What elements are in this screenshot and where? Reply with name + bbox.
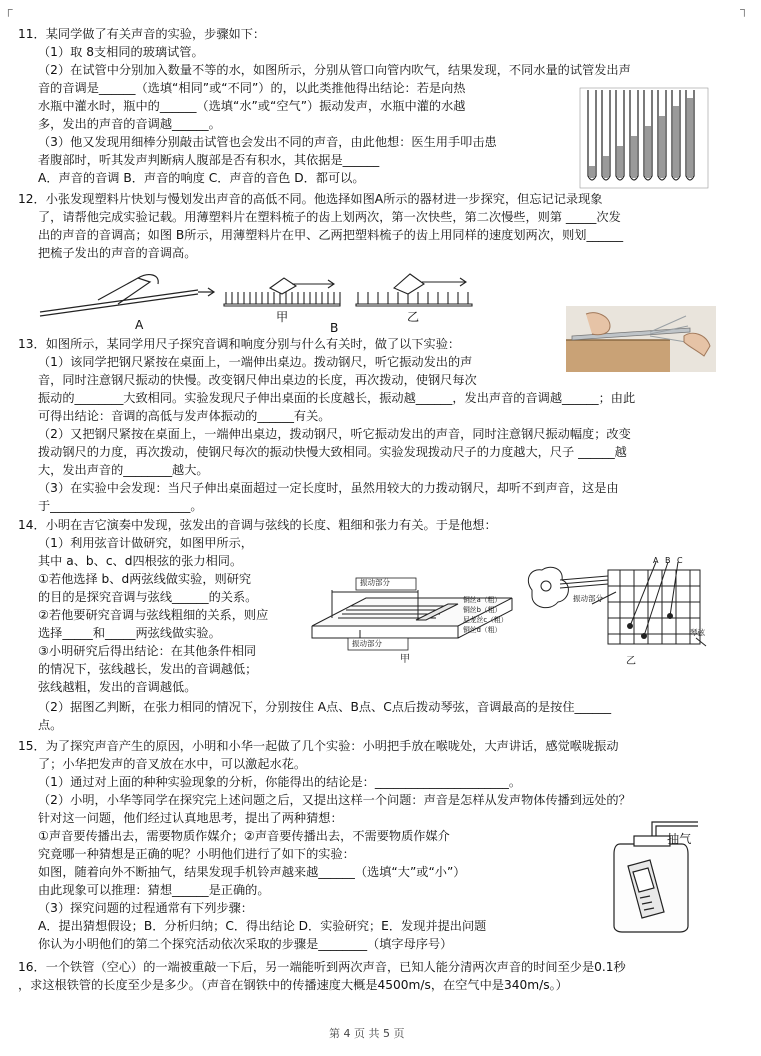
comb-figure-jia xyxy=(222,276,344,310)
wire-d-label: 铜丝d（粗） xyxy=(463,626,502,634)
q15-line-2: 了；小华把发声的音叉放在水中，可以激起水花。 xyxy=(38,757,307,771)
q15-line-6: ①声音要传播出去，需要物质作媒介；②声音要传播出去，不需要物质作媒介 xyxy=(38,829,450,843)
q11-line-7: （3）他又发现用细棒分别敲击试管也会发出不同的声音，由此他想：医生用手叩击患 xyxy=(38,135,497,149)
q13-line-8: 大，发出声音的________越大。 xyxy=(38,463,209,477)
sonometer-vib-label-2: 振动部分 xyxy=(352,639,382,648)
q15-line-5: 针对这一问题，他们经过认真地思考，提出了两种猜想： xyxy=(38,811,343,825)
comb-label-jia: 甲 xyxy=(276,310,289,324)
q15-line-8: 如图，随着向外不断抽气，结果发现手机铃声越来越______（选填“大”或“小”） xyxy=(38,865,466,879)
guitar-label-yi: 乙 xyxy=(626,656,636,667)
q14-line-5: 的目的是探究音调与弦线______的关系。 xyxy=(38,590,258,604)
q11-line-1: 11．某同学做了有关声音的实验，步骤如下： xyxy=(18,27,266,41)
q15-line-11: A．提出猜想假设；B．分析归纳；C．得出结论 D．实验研究；E．发现并提出问题 xyxy=(38,919,487,933)
guitar-vib-label: 振动部分 xyxy=(573,594,603,603)
q12-line-1: 12．小张发现塑料片快划与慢划发出声音的高低不同。他选择如图A所示的器材进一步探究，但忘记记录现象 xyxy=(18,192,603,206)
q15-line-1: 15．为了探究声音产生的原因，小明和小华一起做了几个实验：小明把手放在喉咙处，大声讲话，感觉喉咙振动 xyxy=(18,739,619,753)
fig-b-label: B xyxy=(330,321,339,335)
q13-line-7: 拨动钢尺的力度，再次拨动，使钢尺每次的振动快慢大致相同。实验发现拨动尺子的力度越大，尺子 ______越 xyxy=(38,445,627,459)
q14-line-11: （2）据图乙判断，在张力相同的情况下，分别按住 A点、B点、C点后拨动琴弦，音调最高的是按住______ xyxy=(38,700,612,714)
q13-line-2: （1）该同学把钢尺紧按在桌面上，一端伸出桌边。拨动钢尺，听它振动发出的声 xyxy=(38,355,473,369)
guitar-point-c: C xyxy=(677,556,683,565)
q14-line-2: （1）利用弦音计做研究，如图甲所示， xyxy=(38,536,253,550)
q15-line-7: 究竟哪一种猜想是正确的呢？小明他们进行了如下的实验： xyxy=(38,847,355,861)
q13-line-10: 于_______________________。 xyxy=(38,499,203,513)
guitar-string-label: 琴弦 xyxy=(690,628,705,637)
q13-line-9: （3）在实验中会发现：当尺子伸出桌面超过一定长度时，虽然用较大的力拨动钢尺，却听不到声音，这是由 xyxy=(38,481,619,495)
q14-line-8: ③小明研究后得出结论：在其他条件相同 xyxy=(38,644,257,658)
q14-line-1: 14．小明在吉它演奏中发现，弦发出的音调与弦线的长度、粗细和张力有关。于是他想： xyxy=(18,518,497,532)
q14-line-3: 其中 a、b、c、d四根弦的张力相同。 xyxy=(38,554,243,568)
q11-line-5: 水瓶中灌水时，瓶中的______（选填“水”或“空气”）振动发声，水瓶中灌的水越 xyxy=(38,99,466,113)
q12-line-2: 了，请帮他完成实验记载。用薄塑料片在塑料梳子的齿上划两次，第一次快些，第二次慢些，则第 _____次发 xyxy=(38,210,621,224)
page-footer: 第 4 页 共 5 页 xyxy=(329,1027,405,1040)
q15-line-4: （2）小明，小华等同学在探究完上述问题之后，又提出这样一个问题：声音是怎样从发声物体传播到远处的？ xyxy=(38,793,631,807)
q14-line-6: ②若他要研究音调与弦线粗细的关系，则应 xyxy=(38,608,269,622)
test-tubes-figure xyxy=(578,86,710,192)
q14-line-12: 点。 xyxy=(38,718,63,732)
comb-figure-yi xyxy=(354,270,476,310)
q14-line-7: 选择_____和_____两弦线做实验。 xyxy=(38,626,221,640)
wire-a-label: 铜丝a（粗） xyxy=(463,596,502,604)
guitar-point-b: B xyxy=(665,556,671,565)
q15-line-12: 你认为小明他们的第二个探究活动依次采取的步骤是________（填字母序号） xyxy=(38,937,453,951)
q13-line-5: 可得出结论：音调的高低与发声体振动的______有关。 xyxy=(38,409,331,423)
q11-line-8: 者腹部时，听其发声判断病人腹部是否有积水，其依据是______ xyxy=(38,153,380,167)
q12-line-4: 把梳子发出的声音的音调高。 xyxy=(38,246,197,260)
wire-b-label: 铜丝b（粗） xyxy=(463,606,502,614)
crop-mark-right: ┐ xyxy=(740,2,749,16)
comb-figure-a xyxy=(38,270,218,322)
sonometer-vib-label-1: 振动部分 xyxy=(360,578,390,587)
q11-line-4: 音的音调是______（选填“相同”或“不同”）的，以此类推他得出结论：若是向热 xyxy=(38,81,466,95)
q12-line-3: 出的声音的音调高；如图 B所示，用薄塑料片在甲、乙两把塑料梳子的齿上用同样的速度划两次，则划______ xyxy=(38,228,624,242)
fig-a-label: A xyxy=(135,318,144,332)
q13-line-4: 振动的________大致相同。实验发现尺子伸出桌面的长度越长，振动越______，发出声音的音调越______；由此 xyxy=(38,391,636,405)
pump-air-label: 抽气 xyxy=(667,832,692,846)
guitar-point-a: A xyxy=(653,556,659,565)
sonometer-label-jia: 甲 xyxy=(400,654,410,665)
q11-options: A．声音的音调 B．声音的响度 C．声音的音色 D．都可以。 xyxy=(38,171,365,185)
q15-line-10: （3）探究问题的过程通常有下列步骤： xyxy=(38,901,253,915)
q13-line-1: 13．如图所示，某同学用尺子探究音调和响度分别与什么有关时，做了以下实验： xyxy=(18,337,461,351)
q15-line-9: 由此现象可以推理：猜想______是正确的。 xyxy=(38,883,270,897)
q15-line-3: （1）通过对上面的种种实验现象的分析，你能得出的结论是：______________________。 xyxy=(38,775,522,789)
q11-line-6: 多，发出的声音的音调越______。 xyxy=(38,117,221,131)
crop-mark-left: ┌ xyxy=(4,2,13,16)
comb-label-yi: 乙 xyxy=(407,310,420,324)
q16-line-1: 16．一个铁管（空心）的一端被重敲一下后，另一端能听到两次声音，已知人能分清两次声音的时间至少是0.1秒 xyxy=(18,960,626,974)
q14-line-4: ①若他选择 b、d两弦线做实验，则研究 xyxy=(38,572,252,586)
q11-line-2: （1）取 8支相同的玻璃试管。 xyxy=(38,45,204,59)
q13-line-3: 音，同时注意钢尺振动的快慢。改变钢尺伸出桌边的长度，再次拨动，使钢尺每次 xyxy=(38,373,477,387)
guitar-figure-yi xyxy=(520,556,710,662)
ruler-photo-figure xyxy=(566,306,716,372)
q14-line-9: 的情况下，弦线越长，发出的音调越低； xyxy=(38,662,258,676)
wire-c-label: 尼龙丝c（粗） xyxy=(463,616,508,624)
q14-line-10: 弦线越粗，发出的音调越低。 xyxy=(38,680,197,694)
q16-line-2: ，求这根铁管的长度至少是多少。（声音在钢铁中的传播速度大概是4500m/s，在空气中是340m/s。） xyxy=(18,978,568,992)
q11-line-3: （2）在试管中分别加入数量不等的水，如图所示，分别从管口向管内吹气，结果发现，不同水量的试管发出声 xyxy=(38,63,631,77)
q13-line-6: （2）又把钢尺紧按在桌面上，一端伸出桌边，拨动钢尺，听它振动发出的声音，同时注意钢尺振动幅度；改变 xyxy=(38,427,631,441)
